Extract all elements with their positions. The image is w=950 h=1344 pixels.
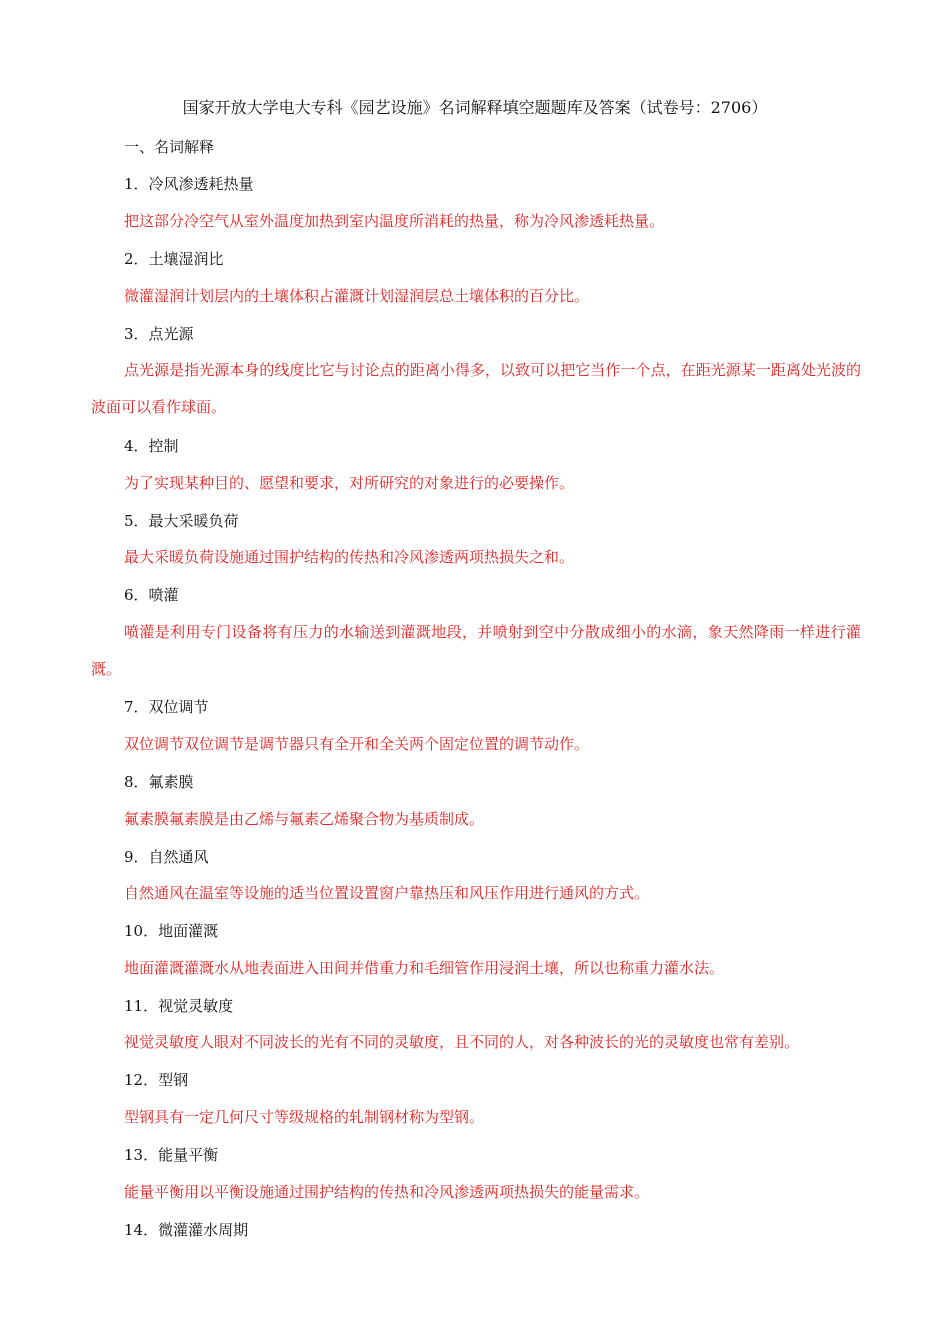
term-2: 2．土壤湿润比 [124,250,224,268]
answer-12: 型钢具有一定几何尺寸等级规格的轧制钢材称为型钢。 [124,1108,485,1126]
term-9: 9．自然通风 [124,848,209,866]
term-14: 14．微灌灌水周期 [124,1221,249,1239]
term-12: 12．型钢 [124,1071,189,1089]
document-title: 国家开放大学电大专科《园艺设施》名词解释填空题题库及答案（试卷号：2706） [182,98,768,117]
answer-9: 自然通风在温室等设施的适当位置设置窗户靠热压和风压作用进行通风的方式。 [124,884,650,902]
term-11: 11．视觉灵敏度 [124,997,234,1015]
answer-11: 视觉灵敏度人眼对不同波长的光有不同的灵敏度，且不同的人，对各种波长的光的灵敏度也常有差别。 [124,1033,800,1051]
answer-5: 最大采暖负荷设施通过围护结构的传热和冷风渗透两项热损失之和。 [124,548,575,566]
answer-3: 点光源是指光源本身的线度比它与讨论点的距离小得多，以致可以把它当作一个点，在距光源某一距离处光波的波面可以看作球面。 [91,361,861,416]
term-8: 8．氟素膜 [124,773,194,791]
answer-10: 地面灌溉灌溉水从地表面进入田间并借重力和毛细管作用浸润土壤，所以也称重力灌水法。 [124,959,725,977]
answer-1: 把这部分冷空气从室外温度加热到室内温度所消耗的热量，称为冷风渗透耗热量。 [124,212,665,230]
section-heading: 一、名词解释 [124,138,215,156]
term-7: 7．双位调节 [124,698,209,716]
answer-6: 喷灌是利用专门设备将有压力的水输送到灌溉地段，并喷射到空中分散成细小的水滴，象天然降雨一样进行灌溉。 [91,623,861,678]
term-13: 13．能量平衡 [124,1146,219,1164]
answer-4: 为了实现某种目的、愿望和要求，对所研究的对象进行的必要操作。 [124,474,575,492]
term-3: 3．点光源 [124,325,194,343]
answer-2: 微灌湿润计划层内的土壤体积占灌溉计划湿润层总土壤体积的百分比。 [124,287,590,305]
term-6: 6．喷灌 [124,586,179,604]
term-5: 5．最大采暖负荷 [124,512,239,530]
term-4: 4．控制 [124,437,179,455]
answer-7: 双位调节双位调节是调节器只有全开和全关两个固定位置的调节动作。 [124,735,590,753]
term-1: 1．冷风渗透耗热量 [124,175,254,193]
answer-8: 氟素膜氟素膜是由乙烯与氟素乙烯聚合物为基质制成。 [124,810,485,828]
term-10: 10．地面灌溉 [124,922,219,940]
answer-13: 能量平衡用以平衡设施通过围护结构的传热和冷风渗透两项热损失的能量需求。 [124,1183,650,1201]
